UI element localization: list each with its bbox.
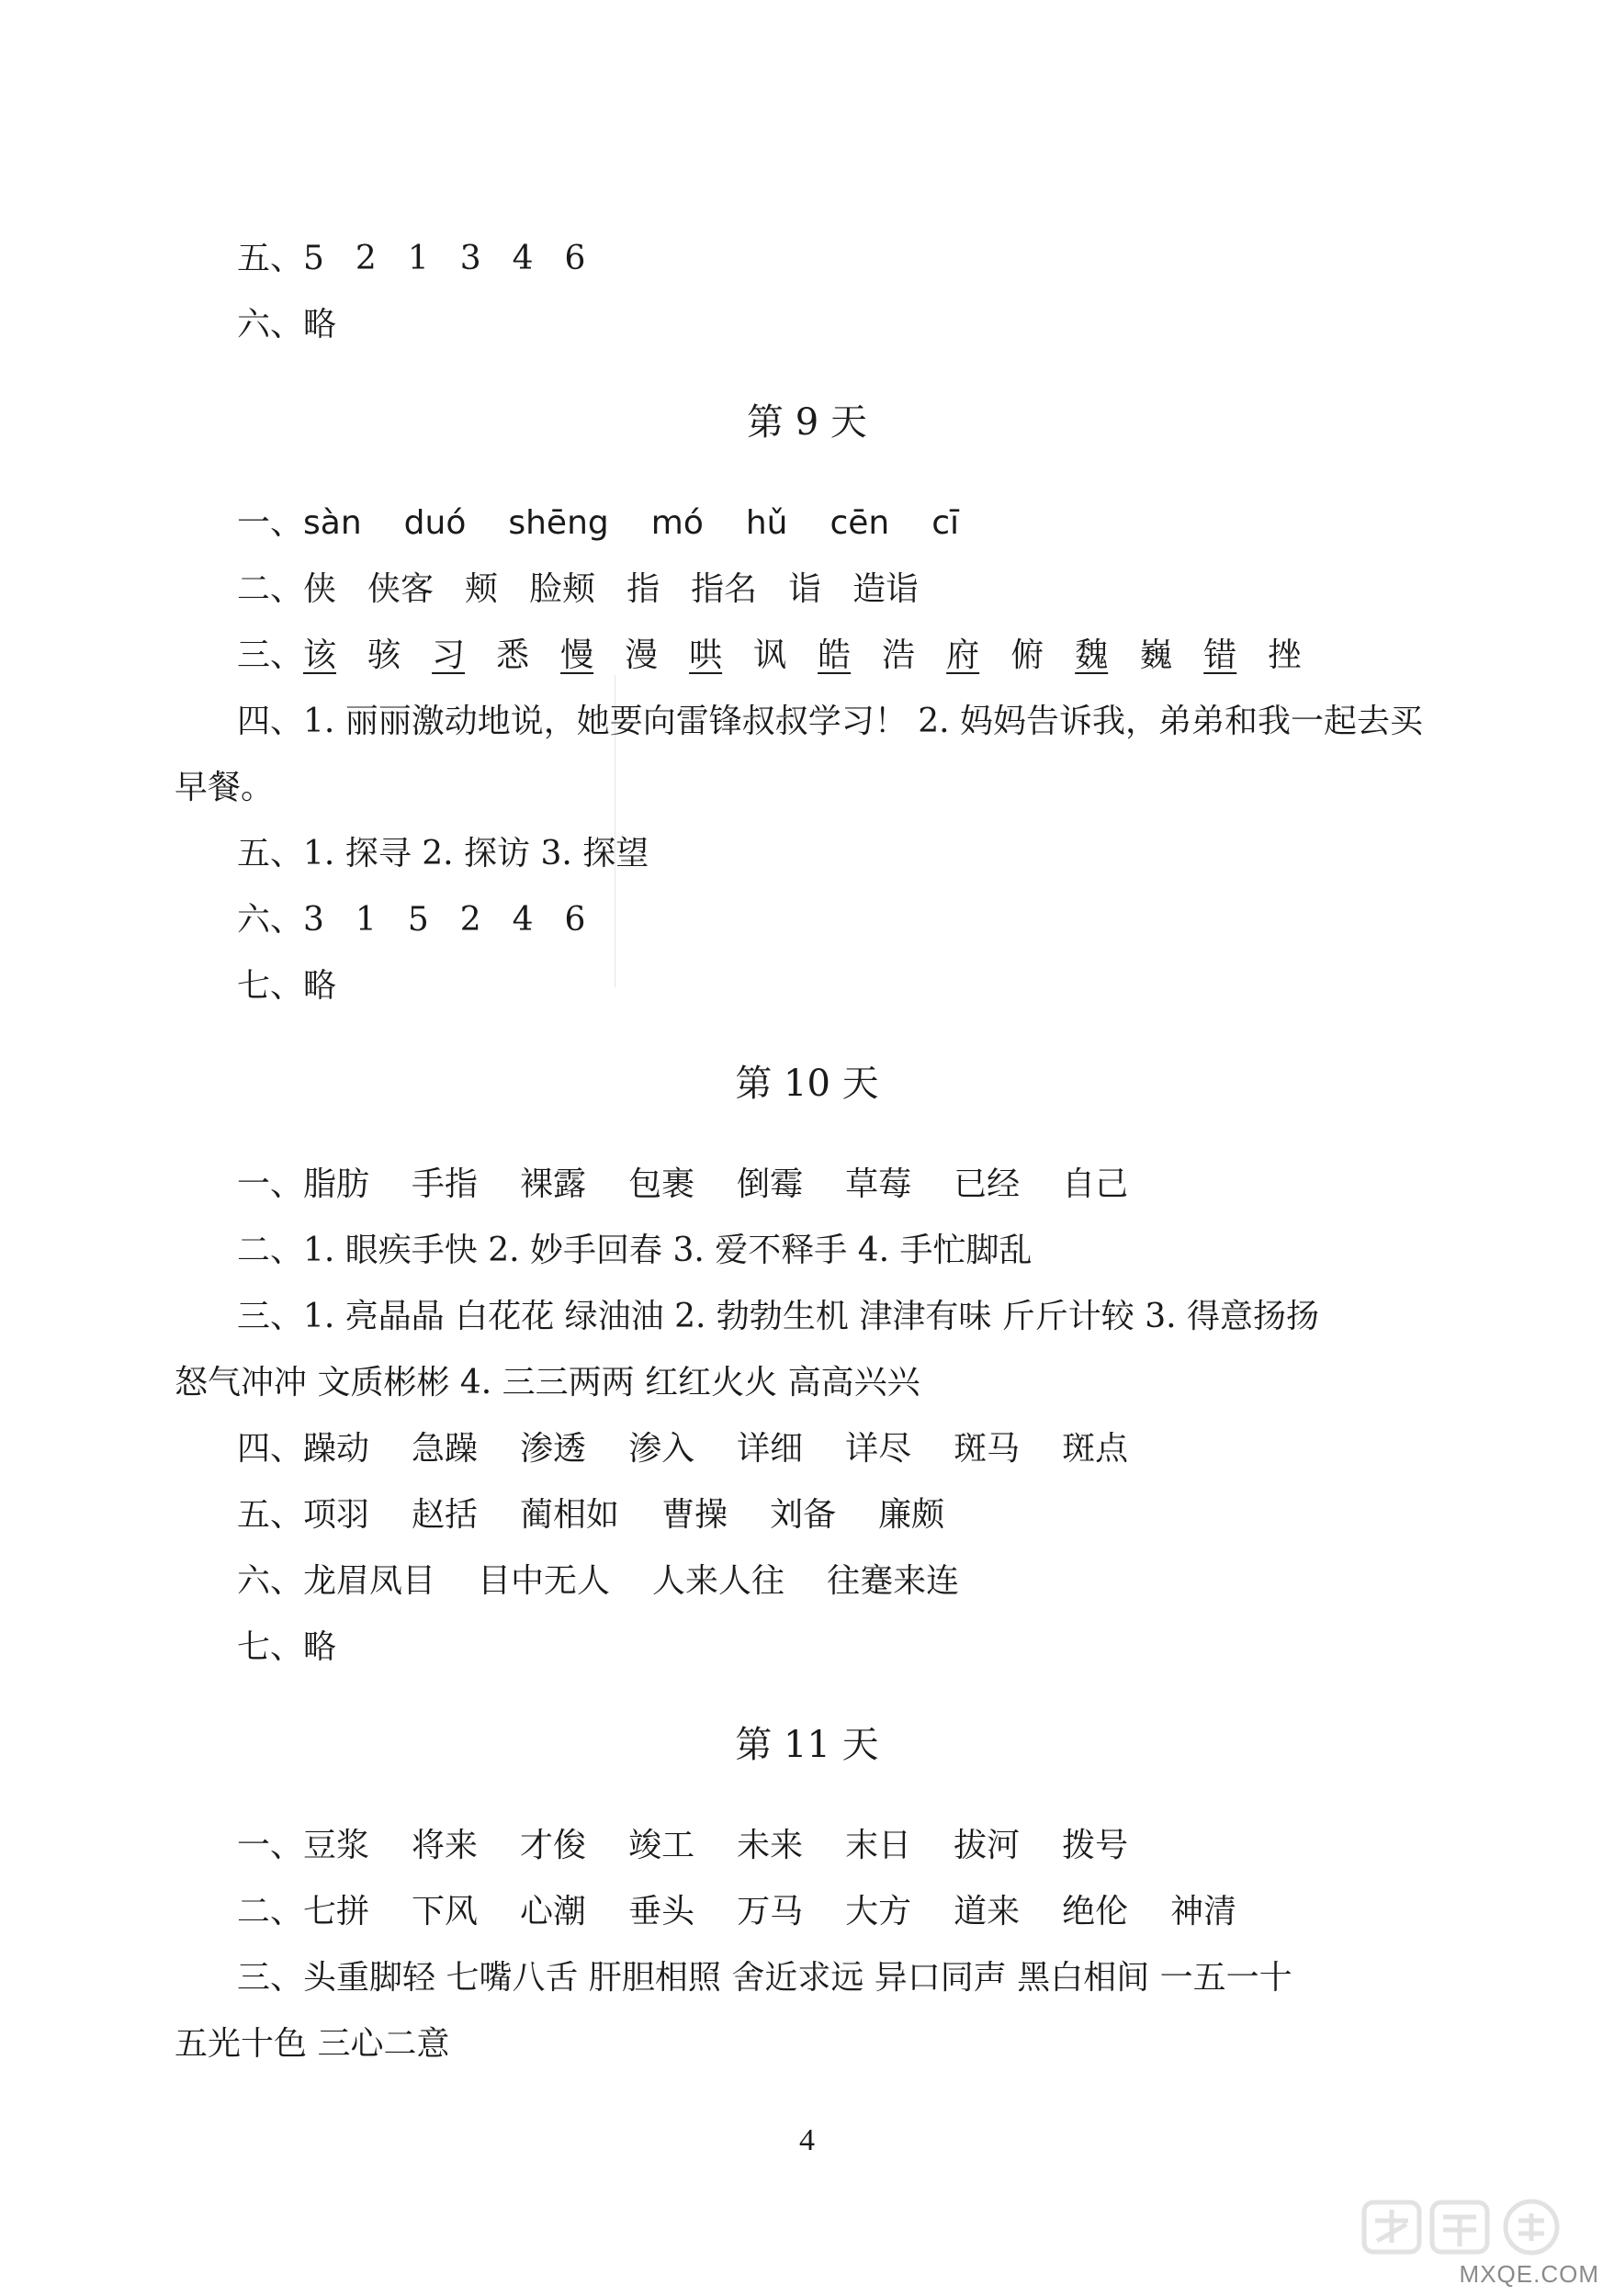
day10-q5-items: [303, 1496, 944, 1534]
day11-q3-line1: 三、头重脚轻 七嘴八舌 肝胆相照 舍近求远 异口同声 黑白相间 一五一十: [237, 1959, 1292, 1997]
pinyin-answer: mó: [650, 504, 704, 542]
character-answer: 府: [946, 636, 980, 674]
word-answer: 绝伦: [1062, 1893, 1129, 1930]
day11-q3-line2: 五光十色 三心二意: [175, 2025, 450, 2063]
day9-q3-items: [303, 636, 1301, 674]
character-answer: 慢: [560, 636, 594, 674]
order-number: 5: [407, 901, 429, 939]
word-answer: 斑马: [954, 1430, 1021, 1468]
pinyin-answer: cēn: [830, 504, 890, 542]
word-answer: 心潮: [520, 1893, 587, 1930]
word-answer: 倒霉: [737, 1165, 804, 1203]
word-answer: 大方: [845, 1893, 912, 1930]
word-answer: 详尽: [845, 1430, 912, 1468]
word-answer: 手指: [412, 1165, 479, 1203]
day10-q5: 五、项羽 赵括 蔺相如 曹操 刘备 廉颇: [237, 1496, 945, 1534]
day10-q2: 二、1. 眼疾手快 2. 妙手回春 3. 爱不释手 4. 手忙脚乱: [237, 1232, 1033, 1269]
word-answer: 道来: [954, 1893, 1021, 1930]
order-number: 1: [355, 901, 377, 939]
order-number: 3: [303, 901, 324, 939]
character-answer: 哄: [689, 636, 723, 674]
word-answer: 自己: [1062, 1165, 1129, 1203]
top-q5-items: [303, 240, 585, 277]
word-answer: 脸颊: [529, 570, 596, 608]
word-answer: 详细: [737, 1430, 804, 1468]
word-answer: 七拼: [303, 1893, 370, 1930]
word-answer: 草莓: [845, 1165, 912, 1203]
word-answer: 指名: [691, 570, 758, 608]
order-number: 6: [564, 901, 586, 939]
day11-q1-items: [303, 1827, 1128, 1864]
order-number: 3: [459, 240, 481, 277]
word-answer: 垂头: [628, 1893, 695, 1930]
character-answer: 皓: [818, 636, 852, 674]
day11-q2: 二、七拼 下风 心潮 垂头 万马 大方 道来 绝伦 神清: [237, 1893, 1237, 1930]
day9-q2-items: [303, 570, 919, 608]
order-number: 6: [564, 240, 586, 277]
pinyin-answer: shēng: [508, 504, 609, 542]
word-answer: 急躁: [412, 1430, 479, 1468]
word-answer: 斑点: [1062, 1430, 1129, 1468]
day10-title: 第 10 天: [735, 1063, 879, 1105]
word-answer: 渗透: [520, 1430, 587, 1468]
page-number: 4: [799, 2123, 815, 2157]
name-answer: 廉颇: [878, 1496, 945, 1534]
word-answer: 诣: [788, 570, 822, 608]
pinyin-answer: duó: [403, 504, 467, 542]
word-answer: 竣工: [628, 1827, 695, 1864]
name-answer: 刘备: [770, 1496, 837, 1534]
character-answer: 错: [1203, 636, 1237, 674]
day10-q4: 四、躁动 急躁 渗透 渗入 详细 详尽 斑马 斑点: [237, 1430, 1129, 1468]
day9-q7: 七、略: [237, 967, 337, 1005]
day10-q4-items: [303, 1430, 1128, 1468]
name-answer: 蔺相如: [520, 1496, 620, 1534]
day10-q3-line1: 三、1. 亮晶晶 白花花 绿油油 2. 勃勃生机 津津有味 斤斤计较 3. 得意扬扬: [237, 1298, 1320, 1335]
day9-q1-pinyin: [303, 504, 959, 542]
word-answer: 侠: [303, 570, 337, 608]
day10-q1: 一、脂肪 手指 裸露 包裹 倒霉 草莓 已经 自己: [237, 1165, 1129, 1203]
day9-q4-line2: 早餐。: [175, 769, 275, 806]
day9-q5: 五、1. 探寻 2. 探访 3. 探望: [237, 835, 649, 872]
day9-q6: 六、3 1 5 2 4 6: [237, 901, 586, 939]
word-answer: 神清: [1170, 1893, 1237, 1930]
order-number: 2: [459, 901, 481, 939]
word-answer: 裸露: [520, 1165, 587, 1203]
character-answer: 讽: [753, 636, 787, 674]
day9-q4-line1: 四、1. 丽丽激动地说，她要向雷锋叔叔学习！ 2. 妈妈告诉我，弟弟和我一起去买: [237, 703, 1424, 740]
top-q6: 六、略: [237, 306, 337, 343]
character-answer: 魏: [1075, 636, 1109, 674]
word-answer: 指: [626, 570, 660, 608]
day9-title: 第 9 天: [747, 401, 867, 444]
order-number: 4: [512, 901, 534, 939]
idiom-answer: 往蹇来连: [827, 1562, 960, 1600]
word-answer: 未来: [737, 1827, 804, 1864]
word-answer: 拨号: [1062, 1827, 1129, 1864]
word-answer: 将来: [412, 1827, 479, 1864]
word-answer: 已经: [954, 1165, 1021, 1203]
day11-q2-items: [303, 1893, 1236, 1930]
word-answer: 豆浆: [303, 1827, 370, 1864]
day10-q6: 六、龙眉凤目 目中无人 人来人往 往蹇来连: [237, 1562, 960, 1600]
day10-q1-items: [303, 1165, 1128, 1203]
character-answer: 俯: [1010, 636, 1044, 674]
name-answer: 项羽: [303, 1496, 370, 1534]
word-answer: 末日: [845, 1827, 912, 1864]
character-answer: 挫: [1268, 636, 1302, 674]
word-answer: 渗入: [628, 1430, 695, 1468]
watermark-url: MXQE.COM: [1459, 2260, 1599, 2288]
word-answer: 才俊: [520, 1827, 587, 1864]
character-answer: 浩: [882, 636, 916, 674]
order-number: 5: [303, 240, 324, 277]
word-answer: 拔河: [954, 1827, 1021, 1864]
character-answer: 该: [303, 636, 337, 674]
day9-q2: 二、侠 侠客 颊 脸颊 指 指名 诣 造诣: [237, 570, 920, 608]
word-answer: 脂肪: [303, 1165, 370, 1203]
name-answer: 赵括: [412, 1496, 479, 1534]
day11-title: 第 11 天: [735, 1724, 879, 1766]
day10-q7: 七、略: [237, 1628, 337, 1666]
day9-q3: 三、该 骇 习 悉 慢 漫 哄 讽 皓 浩 府 俯 魏 巍 错 挫: [237, 636, 1302, 674]
character-answer: 漫: [625, 636, 659, 674]
word-answer: 躁动: [303, 1430, 370, 1468]
idiom-answer: 目中无人: [478, 1562, 611, 1600]
top-q5: 五、5 2 1 3 4 6: [237, 240, 586, 277]
pinyin-answer: sàn: [303, 504, 362, 542]
name-answer: 曹操: [661, 1496, 728, 1534]
word-answer: 侠客: [367, 570, 435, 608]
idiom-answer: 人来人往: [652, 1562, 785, 1600]
order-number: 1: [407, 240, 429, 277]
day9-q6-items: [303, 901, 585, 939]
idiom-answer: 龙眉凤目: [303, 1562, 436, 1600]
day9-q1: 一、sàn duó shēng mó hǔ cēn cī: [237, 504, 960, 542]
character-answer: 习: [432, 636, 466, 674]
word-answer: 包裹: [628, 1165, 695, 1203]
pinyin-answer: cī: [931, 504, 960, 542]
word-answer: 造诣: [852, 570, 920, 608]
day10-q3-line2: 怒气冲冲 文质彬彬 4. 三三两两 红红火火 高高兴兴: [175, 1364, 920, 1401]
day10-q6-items: [303, 1562, 959, 1600]
character-answer: 巍: [1139, 636, 1173, 674]
order-number: 4: [512, 240, 534, 277]
day11-q1: 一、豆浆 将来 才俊 竣工 未来 末日 拔河 拨号: [237, 1827, 1129, 1864]
order-number: 2: [355, 240, 377, 277]
character-answer: 悉: [496, 636, 530, 674]
word-answer: 颊: [465, 570, 499, 608]
pinyin-answer: hǔ: [745, 504, 788, 542]
word-answer: 万马: [737, 1893, 804, 1930]
word-answer: 下风: [412, 1893, 479, 1930]
character-answer: 骇: [367, 636, 401, 674]
